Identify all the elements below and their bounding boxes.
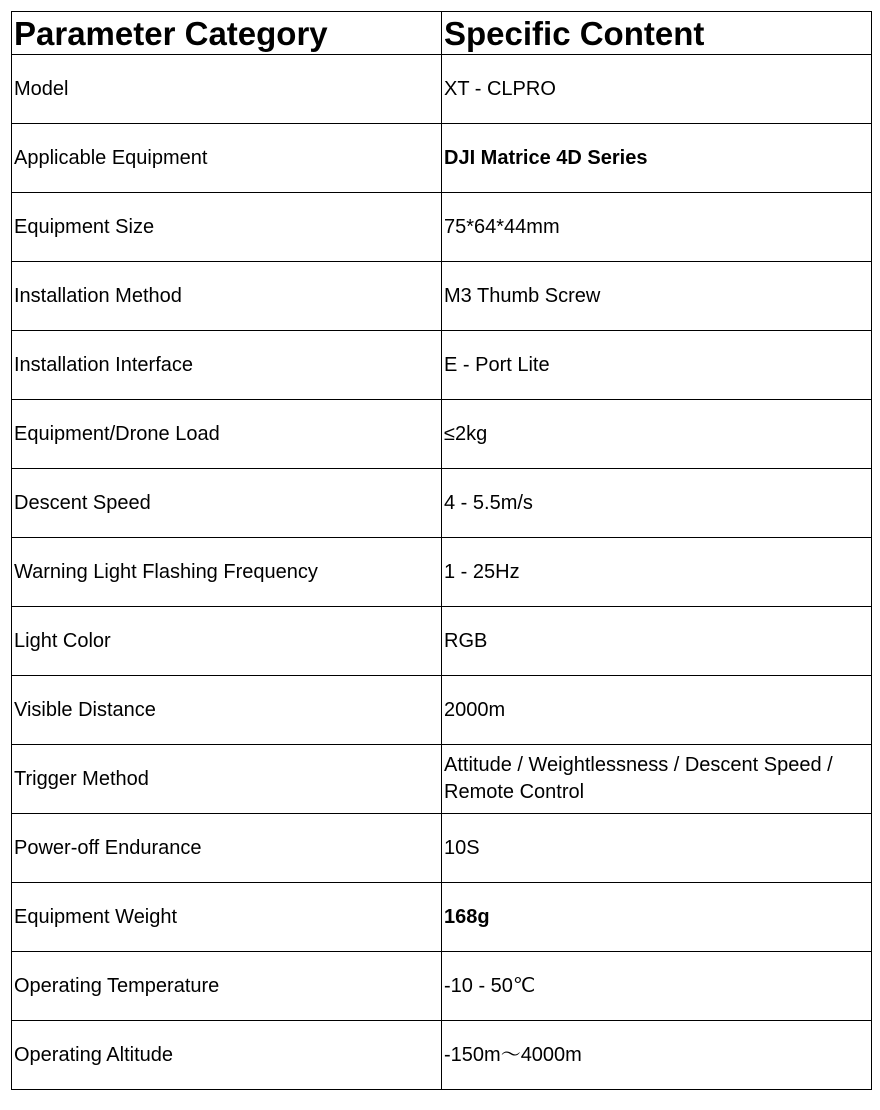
specific-content-cell: RGB [442, 607, 872, 676]
table-row [12, 262, 872, 331]
parameter-category-cell: Operating Temperature [12, 952, 442, 1021]
table-header-row [12, 12, 872, 55]
table-body [12, 55, 872, 1090]
specific-content-cell: 10S [442, 814, 872, 883]
parameter-category-cell: Installation Method [12, 262, 442, 331]
table-row [12, 883, 872, 952]
parameter-category-cell: Equipment Weight [12, 883, 442, 952]
parameter-category-cell: Warning Light Flashing Frequency [12, 538, 442, 607]
table-row [12, 1021, 872, 1090]
table-row [12, 193, 872, 262]
specific-content-cell: XT - CLPRO [442, 55, 872, 124]
parameter-category-cell: Model [12, 55, 442, 124]
specific-content-cell: M3 Thumb Screw [442, 262, 872, 331]
specific-content-cell: 4 - 5.5m/s [442, 469, 872, 538]
parameter-category-cell: Applicable Equipment [12, 124, 442, 193]
table-row [12, 331, 872, 400]
specific-content-cell: E - Port Lite [442, 331, 872, 400]
parameter-category-cell: Visible Distance [12, 676, 442, 745]
table-row [12, 400, 872, 469]
specific-content-cell: 2000m [442, 676, 872, 745]
table-row [12, 469, 872, 538]
table-row [12, 952, 872, 1021]
header-parameter-category: Parameter Category [12, 12, 442, 55]
table-row [12, 538, 872, 607]
specific-content-cell: 168g [442, 883, 872, 952]
table-row [12, 124, 872, 193]
table-row [12, 745, 872, 814]
specific-content-cell: -150m～4000m [442, 1021, 872, 1090]
parameter-category-cell: Equipment Size [12, 193, 442, 262]
parameter-category-cell: Equipment/Drone Load [12, 400, 442, 469]
table-row [12, 55, 872, 124]
parameter-category-cell: Power-off Endurance [12, 814, 442, 883]
specific-content-cell: 1 - 25Hz [442, 538, 872, 607]
specific-content-cell: ≤2kg [442, 400, 872, 469]
specific-content-cell: -10 - 50℃ [442, 952, 872, 1021]
table-row [12, 676, 872, 745]
parameter-category-cell: Operating Altitude [12, 1021, 442, 1090]
header-specific-content: Specific Content [442, 12, 872, 55]
table-row [12, 607, 872, 676]
parameter-category-cell: Installation Interface [12, 331, 442, 400]
specific-content-cell: DJI Matrice 4D Series [442, 124, 872, 193]
parameter-category-cell: Trigger Method [12, 745, 442, 814]
parameter-category-cell: Light Color [12, 607, 442, 676]
parameter-table [11, 11, 872, 1090]
table-row [12, 814, 872, 883]
specific-content-cell: Attitude / Weightlessness / Descent Speed / Remote Control [442, 745, 872, 814]
specific-content-cell: 75*64*44mm [442, 193, 872, 262]
parameter-category-cell: Descent Speed [12, 469, 442, 538]
